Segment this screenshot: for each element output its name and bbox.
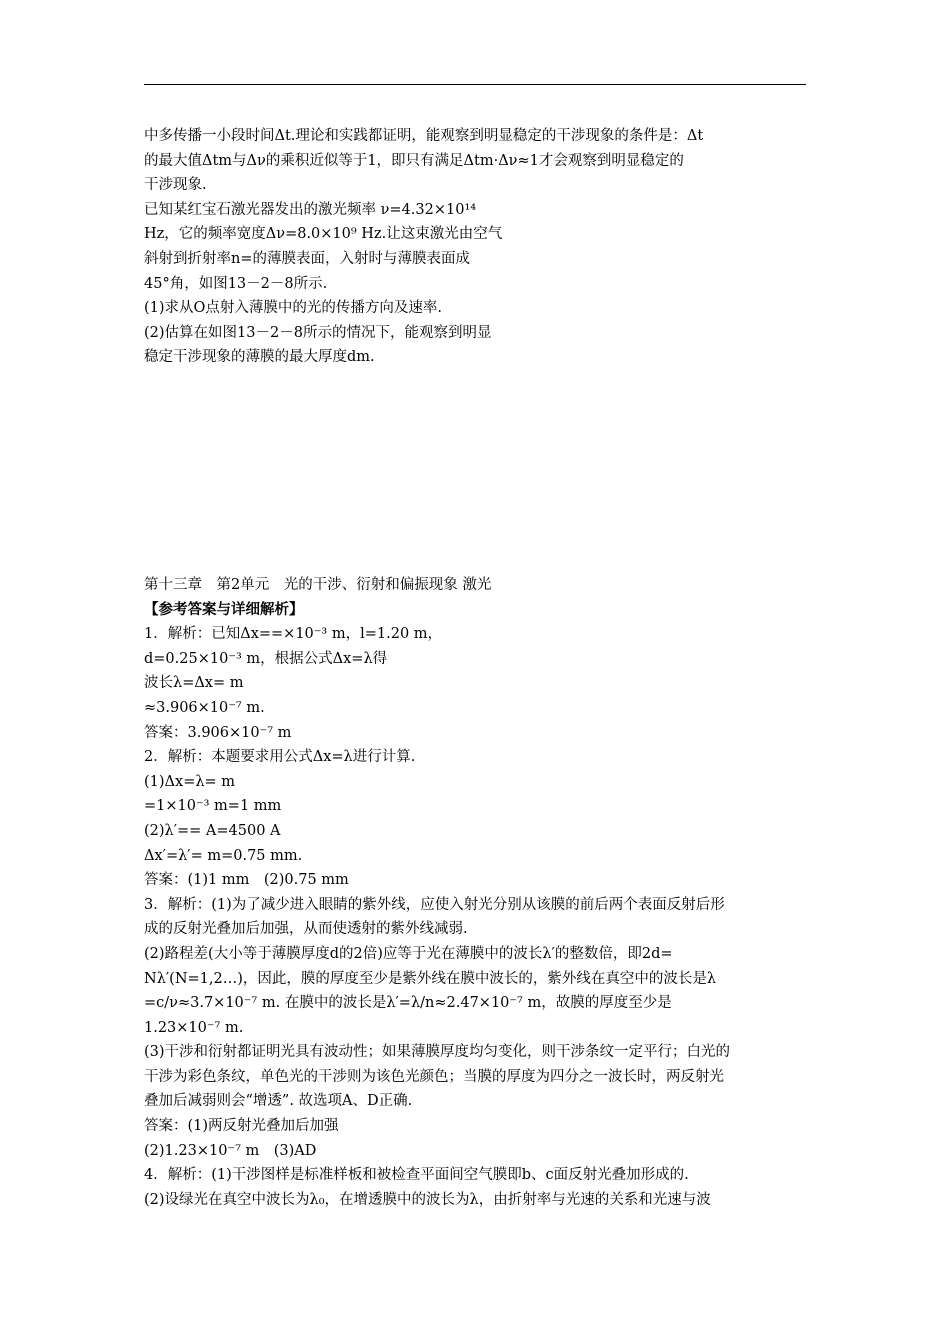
problem-line: 的最大值Δtm与Δν的乘积近似等于1，即只有满足Δtm·Δν≈1才会观察到明显稳定的	[144, 152, 684, 169]
answer-line: (2)1.23×10⁻⁷ m (3)AD	[144, 1142, 317, 1159]
answer-line: ≈3.906×10⁻⁷ m.	[144, 699, 265, 716]
answer-line: 4．解析：(1)干涉图样是标准样板和被检查平面间空气膜即b、c面反射光叠加形成的.	[144, 1167, 689, 1184]
answer-heading: 【参考答案与详细解析】	[144, 600, 304, 618]
answer-line: (2)λ′== A=4500 A	[144, 822, 281, 839]
answer-line: 干涉为彩色条纹，单色光的干涉则为该色光颜色；当膜的厚度为四分之一波长时，两反射光	[144, 1068, 724, 1085]
answer-line: (1)Δx=λ= m	[144, 773, 236, 790]
problem-line: 已知某红宝石激光器发出的激光频率 ν=4.32×10¹⁴	[144, 201, 477, 218]
answer-line: Δx′=λ′= m=0.75 mm.	[144, 847, 303, 864]
problem-line: Hz，它的频率宽度Δν=8.0×10⁹ Hz.让这束激光由空气	[144, 226, 503, 243]
problem-line: 干涉现象.	[144, 177, 207, 194]
answer-section	[144, 573, 808, 1212]
answer-line: 答案：(1)两反射光叠加后加强	[144, 1118, 339, 1135]
problem-line: 稳定干涉现象的薄膜的最大厚度dm.	[144, 349, 375, 366]
problem-line: 斜射到折射率n=的薄膜表面，入射时与薄膜表面成	[144, 250, 470, 267]
chapter-title: 第十三章 第2单元 光的干涉、衍射和偏振现象 激光	[144, 577, 492, 593]
answer-line: 成的反射光叠加后加强，从而使透射的紫外线减弱.	[144, 921, 468, 938]
problem-text	[144, 124, 808, 370]
answer-line: (2)路程差(大小等于薄膜厚度d的2倍)应等于光在薄膜中的波长λ′的整数倍，即2d=	[144, 945, 673, 962]
answer-line: 1．解析：已知Δx==×10⁻³ m，l=1.20 m，	[144, 626, 443, 643]
problem-line: (1)求从O点射入薄膜中的光的传播方向及速率.	[144, 300, 443, 317]
answer-line: (3)干涉和衍射都证明光具有波动性；如果薄膜厚度均匀变化，则干涉条纹一定平行；白光的	[144, 1044, 731, 1061]
answer-line: 波长λ=Δx= m	[144, 675, 244, 692]
answer-line: Nλ′(N=1,2…)，因此，膜的厚度至少是紫外线在膜中波长的，紫外线在真空中的波长是λ	[144, 970, 717, 987]
answer-line: (2)设绿光在真空中波长为λ₀，在增透膜中的波长为λ，由折射率与光速的关系和光速与波	[144, 1191, 711, 1208]
answer-line: 3．解析：(1)为了减少进入眼睛的紫外线，应使入射光分别从该膜的前后两个表面反射后形	[144, 896, 725, 913]
answer-line: =1×10⁻³ m=1 mm	[144, 798, 282, 815]
answer-line: 2．解析：本题要求用公式Δx=λ进行计算.	[144, 749, 416, 766]
header-rule	[144, 84, 806, 85]
answer-line: =c/ν≈3.7×10⁻⁷ m. 在膜中的波长是λ′=λ/n≈2.47×10⁻⁷ m，故膜的厚度至少是	[144, 995, 672, 1012]
answer-line: 答案：3.906×10⁻⁷ m	[144, 724, 292, 741]
answer-line: 答案：(1)1 mm (2)0.75 mm	[144, 872, 349, 889]
answer-line: 叠加后减弱则会“增透”. 故选项A、D正确.	[144, 1093, 413, 1110]
answer-line: d=0.25×10⁻³ m，根据公式Δx=λ得	[144, 650, 388, 667]
problem-line: 中多传播一小段时间Δt.理论和实践都证明，能观察到明显稳定的干涉现象的条件是：Δt	[144, 128, 704, 144]
problem-line: (2)估算在如图13－2－8所示的情况下，能观察到明显	[144, 324, 492, 341]
problem-line: 45°角，如图13－2－8所示.	[144, 275, 328, 292]
answer-line: 1.23×10⁻⁷ m.	[144, 1019, 244, 1036]
